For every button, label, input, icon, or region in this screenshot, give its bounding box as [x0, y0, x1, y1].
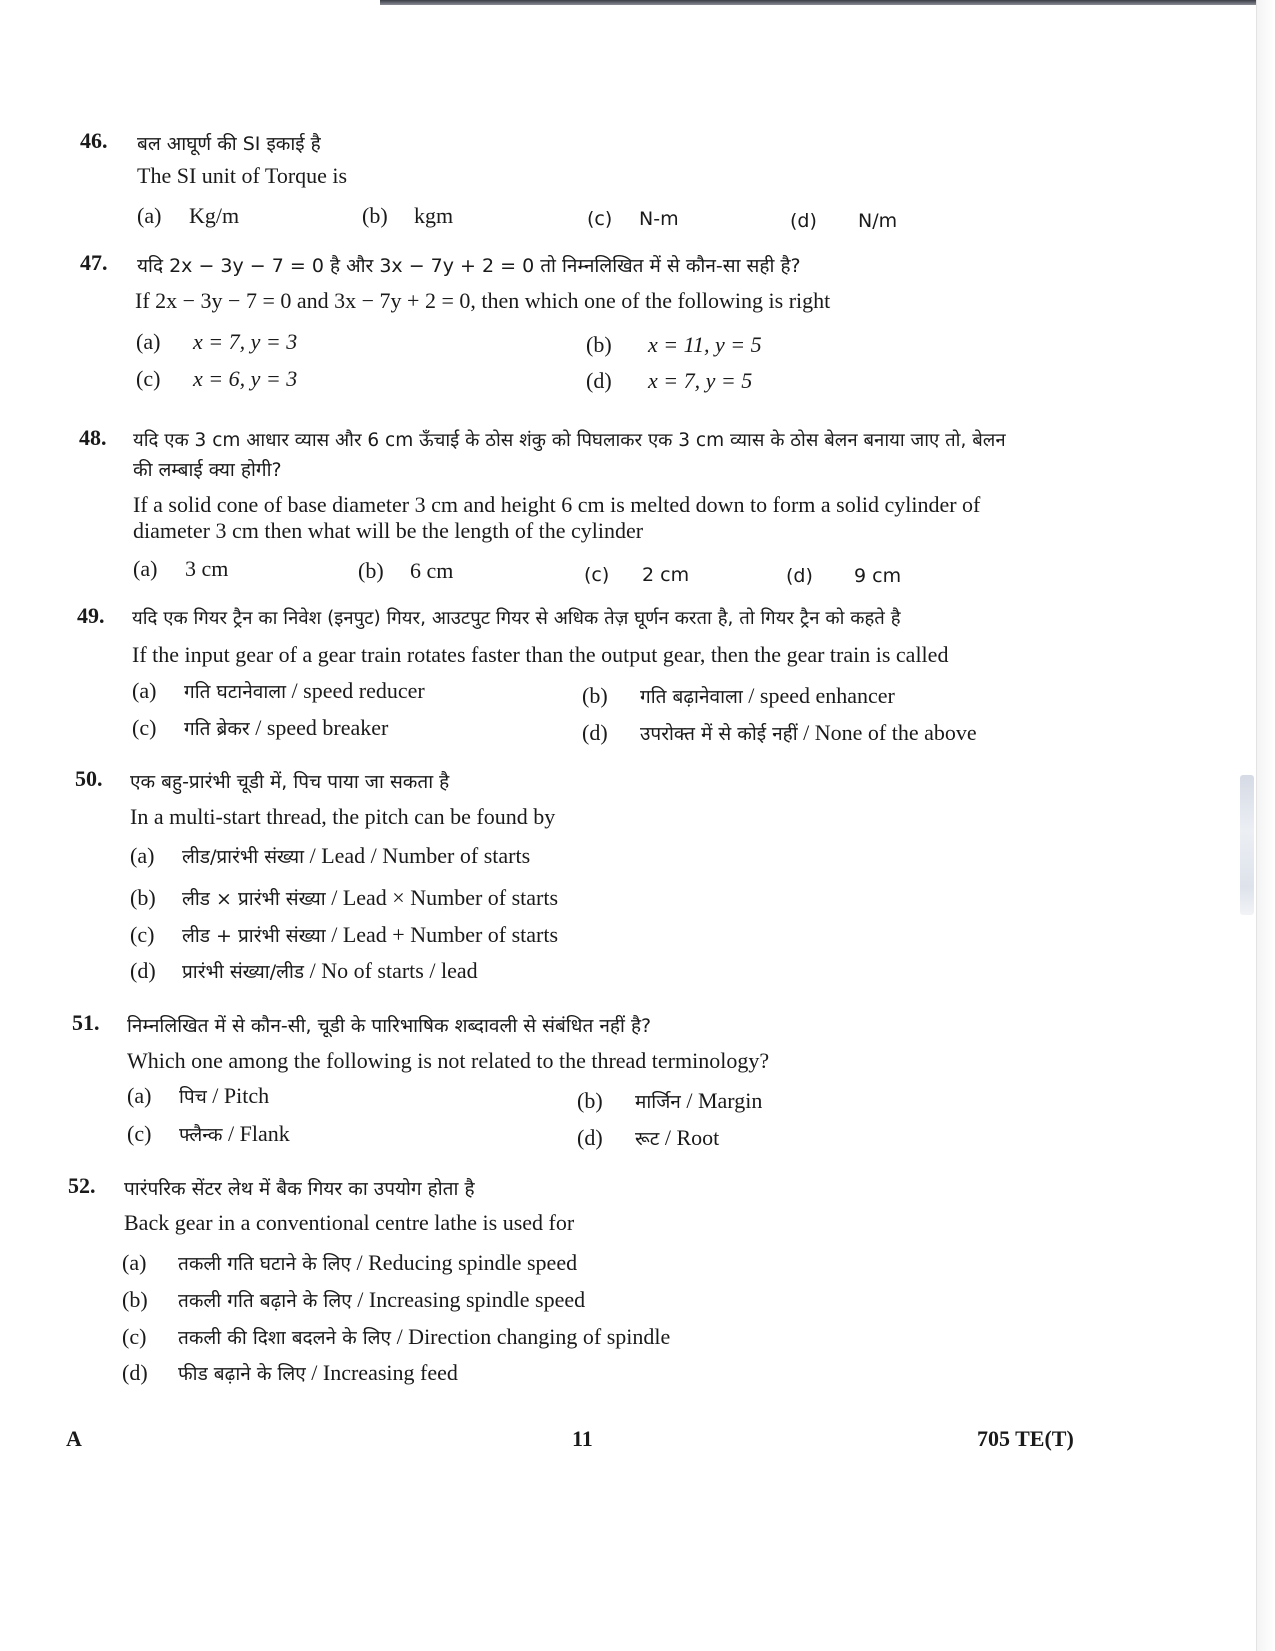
question-text-hindi: पारंपरिक सेंटर लेथ में बैक गियर का उपयोग होता है [124, 1178, 475, 1200]
option-b[interactable]: (b) 6 cm [358, 558, 454, 583]
question-text-hindi-cont: की लम्बाई क्या होगी? [133, 459, 282, 481]
page-number: 11 [572, 1426, 593, 1451]
question-text-english: Which one among the following is not related to the thread terminology? [127, 1048, 770, 1073]
option-d[interactable]: (d) N/m [790, 210, 898, 232]
option-b[interactable]: (b) मार्जिन / Margin [577, 1088, 763, 1113]
option-d[interactable]: (d) प्रारंभी संख्या/लीड / No of starts / lead [130, 958, 478, 983]
option-a[interactable]: (a) तकली गति घटाने के लिए / Reducing spindle speed [122, 1250, 578, 1275]
option-a[interactable]: (a) गति घटानेवाला / speed reducer [132, 678, 425, 703]
question-text-english: The SI unit of Torque is [137, 163, 348, 188]
question-text-english: In a multi-start thread, the pitch can be found by [130, 804, 556, 829]
option-c[interactable]: (c) गति ब्रेकर / speed breaker [132, 715, 389, 740]
question-text-english: If the input gear of a gear train rotates faster than the output gear, then the gear train is called [132, 642, 949, 667]
question-text-english: If a solid cone of base diameter 3 cm and height 6 cm is melted down to form a solid cylinder of [133, 492, 981, 517]
question-text-english: If 2x − 3y − 7 = 0 and 3x − 7y + 2 = 0, then which one of the following is right [135, 288, 831, 313]
question-number: 48. [79, 425, 107, 450]
option-c[interactable]: (c) N-m [587, 208, 679, 230]
question-number: 47. [80, 250, 108, 275]
paper-code: 705 TE(T) [977, 1426, 1074, 1451]
option-d[interactable]: (d) x = 7, y = 5 [586, 368, 753, 393]
option-c[interactable]: (c) x = 6, y = 3 [136, 366, 298, 391]
question-text-english-cont: diameter 3 cm then what will be the length of the cylinder [133, 518, 644, 543]
option-c[interactable]: (c) 2 cm [584, 564, 690, 586]
question-number: 49. [77, 603, 105, 628]
scan-right-edge [1256, 0, 1275, 1651]
option-b[interactable]: (b) लीड × प्रारंभी संख्या / Lead × Number of starts [130, 885, 559, 910]
option-c[interactable]: (c) लीड + प्रारंभी संख्या / Lead + Number of starts [130, 922, 559, 947]
option-b[interactable]: (b) x = 11, y = 5 [586, 332, 762, 357]
question-text-hindi: निम्नलिखित में से कौन-सी, चूडी के पारिभाषिक शब्दावली से संबंधित नहीं है? [127, 1015, 652, 1037]
question-text-english: Back gear in a conventional centre lathe is used for [124, 1210, 575, 1235]
option-b[interactable]: (b) गति बढ़ानेवाला / speed enhancer [582, 683, 895, 708]
question-number: 46. [80, 128, 108, 153]
option-c[interactable]: (c) फ्लैन्क / Flank [127, 1121, 290, 1146]
option-d[interactable]: (d) रूट / Root [577, 1125, 720, 1150]
scan-top-edge [380, 0, 1270, 5]
option-a[interactable]: (a) लीड/प्रारंभी संख्या / Lead / Number of starts [130, 843, 531, 868]
question-number: 50. [75, 766, 103, 791]
question-text-hindi: यदि 2x − 3y − 7 = 0 है और 3x − 7y + 2 = 0 तो निम्नलिखित में से कौन-सा सही है? [137, 255, 801, 277]
option-a[interactable]: (a) 3 cm [133, 556, 229, 581]
option-b[interactable]: (b) kgm [362, 203, 454, 228]
paper-set-label: A [66, 1426, 82, 1451]
option-d[interactable]: (d) 9 cm [786, 565, 902, 587]
question-text-hindi: यदि एक 3 cm आधार व्यास और 6 cm ऊँचाई के ठोस शंकु को पिघलाकर एक 3 cm व्यास के ठोस बेलन बनाया जाए तो, बेलन [133, 430, 1006, 451]
question-text-hindi: बल आघूर्ण की SI इकाई है [137, 133, 321, 155]
option-a[interactable]: (a) पिच / Pitch [127, 1083, 270, 1108]
option-b[interactable]: (b) तकली गति बढ़ाने के लिए / Increasing spindle speed [122, 1287, 586, 1312]
question-number: 51. [72, 1010, 100, 1035]
option-d[interactable]: (d) फीड बढ़ाने के लिए / Increasing feed [122, 1360, 458, 1385]
option-d[interactable]: (d) उपरोक्त में से कोई नहीं / None of the above [582, 720, 977, 745]
question-number: 52. [68, 1173, 96, 1198]
question-text-hindi: यदि एक गियर ट्रैन का निवेश (इनपुट) गियर, आउटपुट गियर से अधिक तेज़ घूर्णन करता है, तो गियर ट्रैन को कहते है [132, 608, 901, 629]
scan-artifact [1240, 775, 1254, 915]
question-text-hindi: एक बहु-प्रारंभी चूडी में, पिच पाया जा सकता है [130, 771, 450, 793]
option-a[interactable]: (a) x = 7, y = 3 [136, 329, 298, 354]
option-a[interactable]: (a) Kg/m [137, 203, 240, 228]
option-c[interactable]: (c) तकली की दिशा बदलने के लिए / Direction changing of spindle [122, 1324, 671, 1349]
